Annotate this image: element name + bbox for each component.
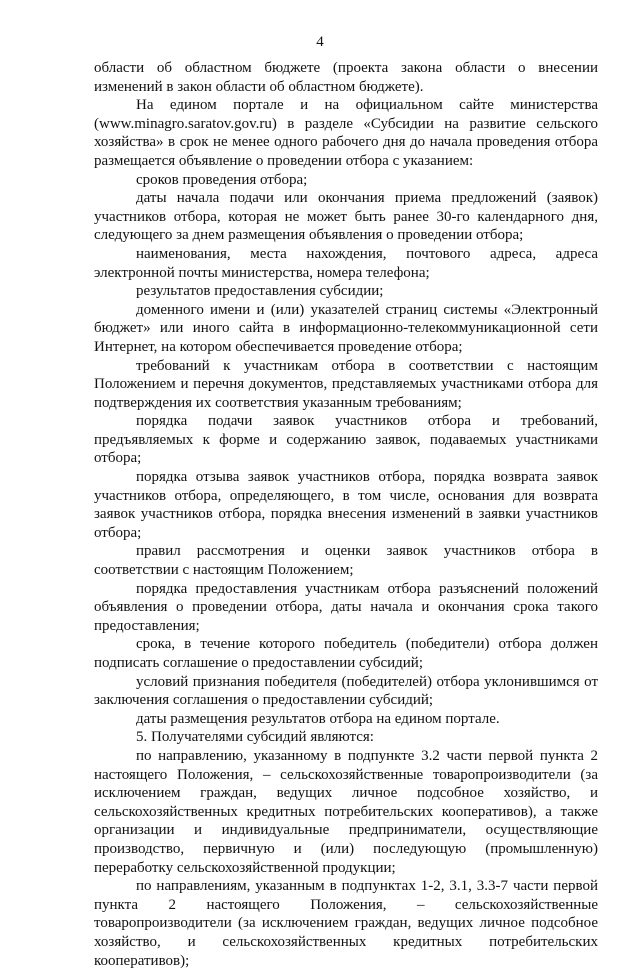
paragraph: правил рассмотрения и оценки заявок участников отбора в соответствии с настоящим Положением; <box>94 543 598 579</box>
paragraph: На едином портале и на официальном сайте министерства (www.minagro.saratov.gov.ru) в разделе «Субсидии на развитие сельского хозяйства» в срок не менее одного рабочего дня до начала проведения отбора размещается объявление о проведении отбора с указанием: <box>94 97 598 169</box>
document-body <box>94 59 598 970</box>
paragraph: условий признания победителя (победителей) отбора уклонившимся от заключения соглашения о предоставлении субсидий; <box>94 673 598 709</box>
paragraph: 5. Получателями субсидий являются: <box>136 729 374 746</box>
paragraph: наименования, места нахождения, почтового адреса, адреса электронной почты министерства, номера телефона; <box>94 245 598 281</box>
paragraph: результатов предоставления субсидии; <box>136 283 384 300</box>
paragraph: даты размещения результатов отбора на едином портале. <box>136 710 500 727</box>
page-number: 4 <box>316 34 324 50</box>
paragraph: требований к участникам отбора в соответствии с настоящим Положением и перечня документов, представляемых участниками отбора для подтверждения их соответствия указанным требованиям; <box>94 357 598 411</box>
paragraph: даты начала подачи или окончания приема предложений (заявок) участников отбора, которая не может быть ранее 30-го календарного дня, следующего за днем размещения объявления о проведении отбора; <box>94 190 598 244</box>
paragraph: порядка отзыва заявок участников отбора, порядка возврата заявок участников отбора, определяющего, в том числе, основания для возврата заявок участников отбора, порядка внесения изменений в заявки участников отбора; <box>94 469 598 541</box>
paragraph: порядка предоставления участникам отбора разъяснений положений объявления о проведении отбора, даты начала и окончания срока такого предоставления; <box>94 580 598 634</box>
paragraph: области об областном бюджете (проекта закона области о внесении изменений в закон области об областном бюджете). <box>94 60 598 95</box>
paragraph: по направлениям, указанным в подпунктах 1-2, 3.1, 3.3-7 части первой пункта 2 настоящего Положения, – сельскохозяйственные товаропроизводители (за исключением граждан, ведущих личное подсобное хозяйство, и сельскохозяйственных кредитных потребительских кооперативов); <box>94 878 598 969</box>
paragraph: сроков проведения отбора; <box>136 171 308 188</box>
paragraph: порядка подачи заявок участников отбора и требований, предъявляемых к форме и содержанию заявок, подаваемых участниками отбора; <box>94 413 598 467</box>
paragraph: доменного имени и (или) указателей страниц системы «Электронный бюджет» или иного сайта в информационно-телекоммуникационной сети Интернет, на котором обеспечивается проведение отбора; <box>94 301 598 355</box>
paragraph: срока, в течение которого победитель (победители) отбора должен подписать соглашение о предоставлении субсидий; <box>94 636 598 671</box>
paragraph: по направлению, указанному в подпункте 3.2 части первой пункта 2 настоящего Положения, – сельскохозяйственные товаропроизводители (за исключением граждан, ведущих личное подсобное хозяйство, и сельскохозяйственных кредитных потребительских кооперативов), а также организации и индивидуальные предприниматели, осуществляющие производство, первичную и (или) последующую (промышленную) переработку сельскохозяйственной продукции; <box>94 747 598 876</box>
